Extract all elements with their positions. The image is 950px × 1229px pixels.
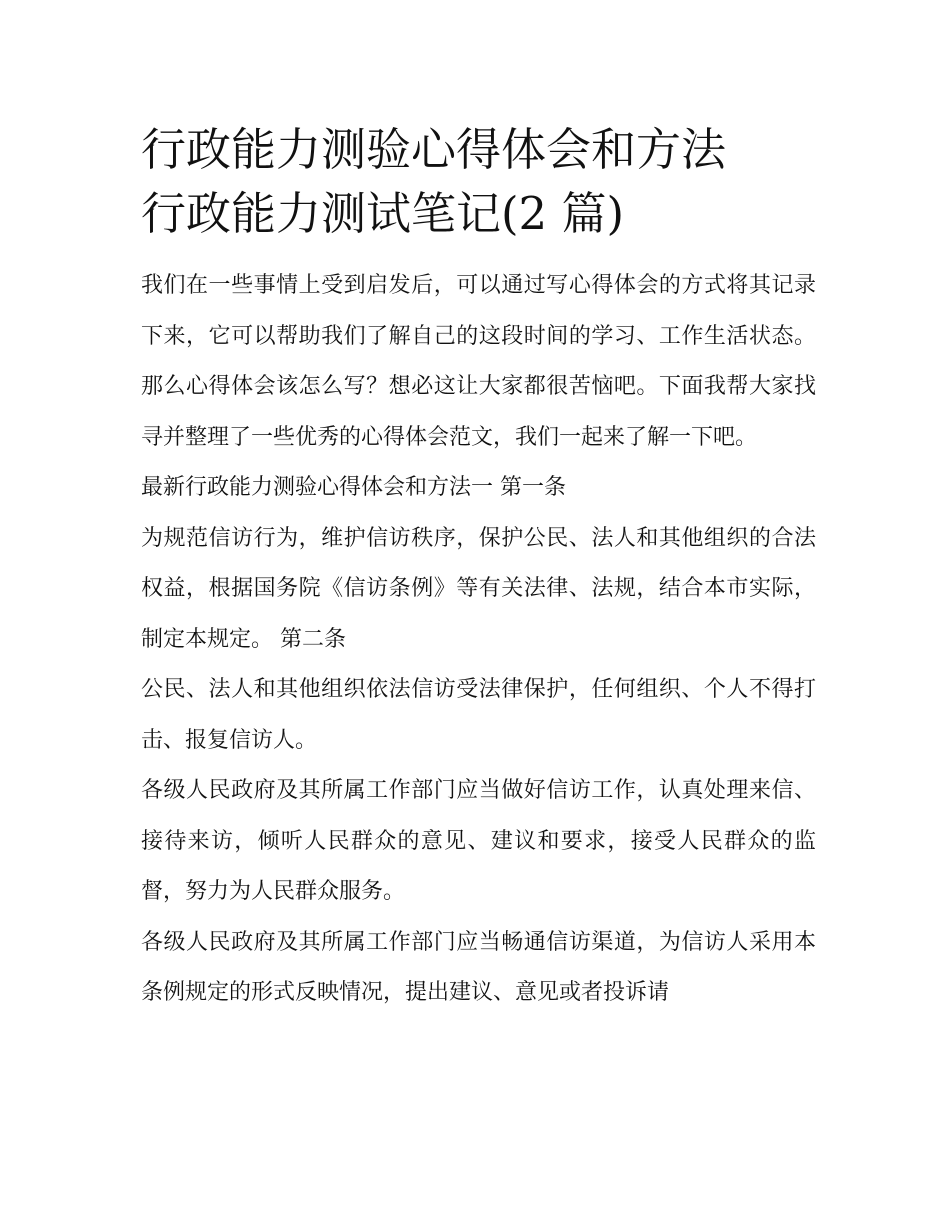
body-paragraph: 各级人民政府及其所属工作部门应当畅通信访渠道，为信访人采用本条例规定的形式反映情况，提出建议、意见或者投诉请 — [141, 929, 816, 1005]
body-paragraph: 各级人民政府及其所属工作部门应当做好信访工作，认真处理来信、接待来访，倾听人民群众的意见、建议和要求，接受人民群众的监督，努力为人民群众服务。 — [141, 778, 816, 904]
document-title — [141, 118, 816, 246]
intro-paragraph: 我们在一些事情上受到启发后，可以通过写心得体会的方式将其记录下来，它可以帮助我们了解自己的这段时间的学习、工作生活状态。那么心得体会该怎么写？想必这让大家都很苦恼吧。下面我帮大家找寻并整理了一些优秀的心得体会范文，我们一起来了解一下吧。 — [141, 273, 816, 450]
document-title-line-2: 行政能力测试笔记(2 篇) — [141, 187, 625, 240]
body-paragraph: 为规范信访行为，维护信访秩序，保护公民、法人和其他组织的合法权益，根据国务院《信访条例》等有关法律、法规，结合本市实际，制定本规定。 第二条 — [141, 525, 816, 652]
document-title-line-1: 行政能力测验心得体会和方法 — [141, 123, 727, 176]
document-page — [141, 118, 816, 1019]
body-paragraph: 公民、法人和其他组织依法信访受法律保护，任何组织、个人不得打击、报复信访人。 — [141, 677, 816, 753]
section-heading: 最新行政能力测验心得体会和方法一 第一条 — [141, 475, 566, 500]
